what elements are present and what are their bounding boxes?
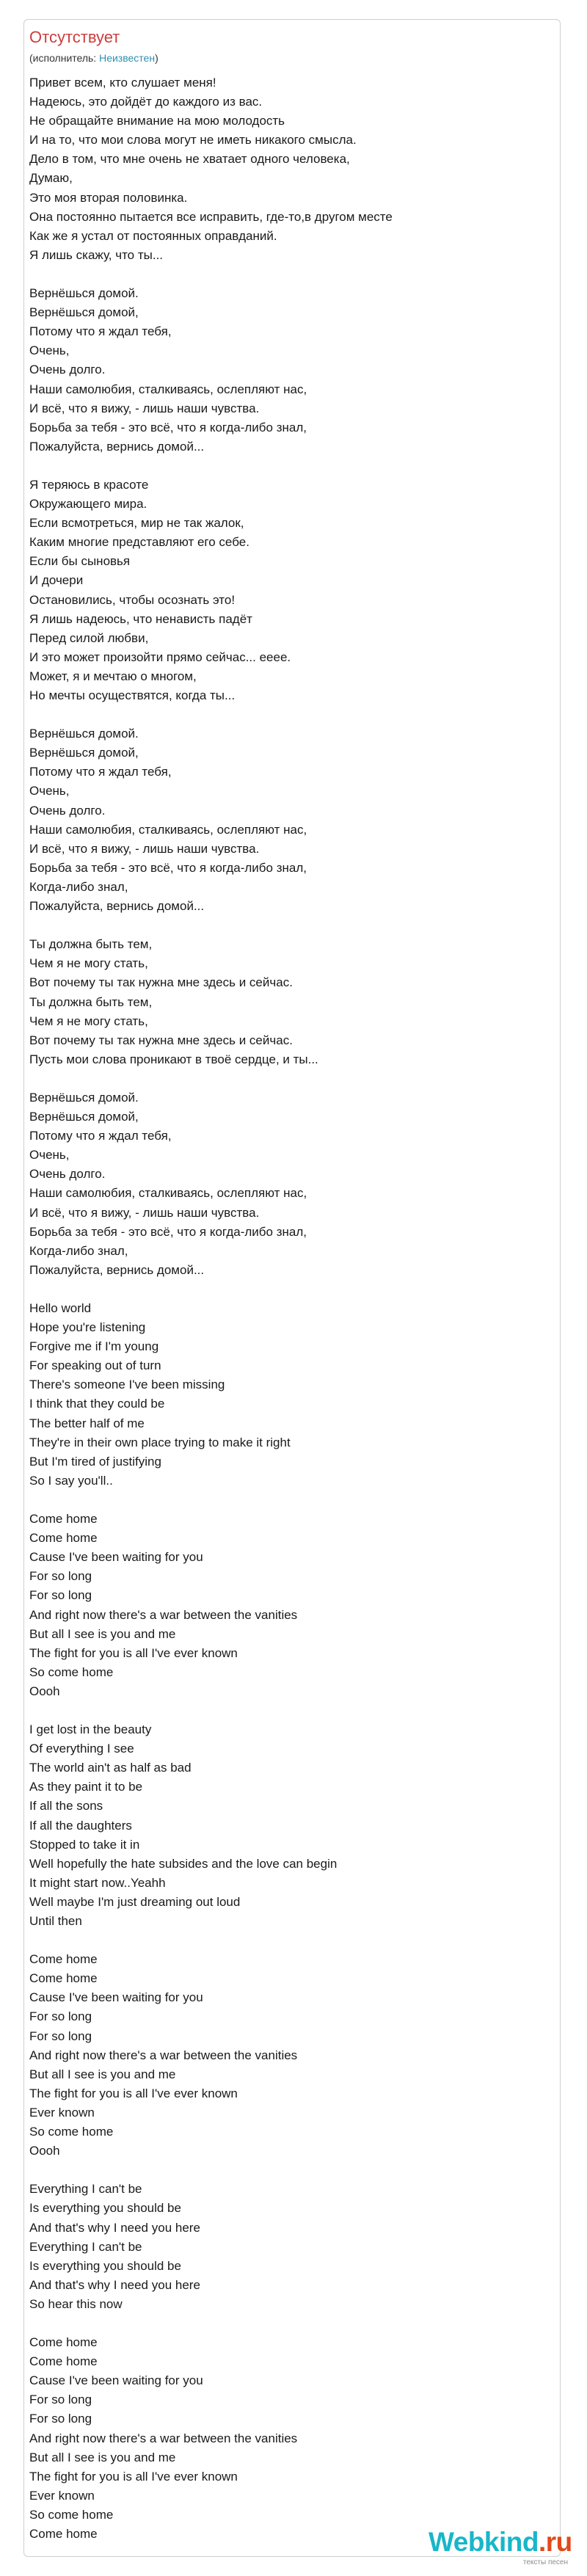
lyrics-line: Hello world bbox=[29, 1301, 92, 1315]
lyrics-line: For so long bbox=[29, 1569, 92, 1584]
lyrics-line: But all I see is you and me bbox=[29, 2067, 176, 2081]
lyrics-line: И на то, что мои слова могут не иметь никакого смысла. bbox=[29, 133, 357, 148]
lyrics-line: Очень, bbox=[29, 1148, 70, 1163]
lyrics-line: Но мечты осуществятся, когда ты... bbox=[29, 688, 236, 702]
lyrics-line: Of everything I see bbox=[29, 1742, 134, 1756]
lyrics-line: Well maybe I'm just dreaming out loud bbox=[29, 1894, 241, 1909]
lyrics-line: Ever known bbox=[29, 2105, 95, 2120]
lyrics-line: Come home bbox=[29, 1512, 98, 1527]
lyrics-line: Может, я и мечтаю о многом, bbox=[29, 669, 197, 683]
lyrics-line: The world ain't as half as bad bbox=[29, 1761, 192, 1775]
lyrics-line: They're in their own place trying to make it right bbox=[29, 1435, 291, 1449]
lyrics-line: Come home bbox=[29, 2335, 98, 2350]
lyrics-line: Наши самолюбия, сталкиваясь, ослепляют нас, bbox=[29, 822, 307, 837]
lyrics-line: Вернёшься домой. bbox=[29, 286, 139, 301]
lyrics-line: Пожалуйста, вернись домой... bbox=[29, 1262, 205, 1277]
lyrics-line: So I say you'll.. bbox=[29, 1473, 113, 1488]
lyrics-line: So hear this now bbox=[29, 2296, 123, 2311]
lyrics-line: Очень долго. bbox=[29, 1167, 106, 1182]
lyrics-line bbox=[29, 705, 558, 724]
lyrics-line: And that's why I need you here bbox=[29, 2220, 200, 2235]
lyrics-line: Cause I've been waiting for you bbox=[29, 2373, 203, 2388]
logo-tld: .ru bbox=[539, 2527, 572, 2557]
lyrics-line: And that's why I need you here bbox=[29, 2277, 200, 2292]
lyrics-line bbox=[29, 1931, 558, 1950]
lyrics-line: Окружающего мира. bbox=[29, 497, 147, 512]
lyrics-line: Если бы сыновья bbox=[29, 554, 131, 569]
lyrics-line: Oooh bbox=[29, 1684, 60, 1698]
lyrics-line: Потому что я ждал тебя, bbox=[29, 765, 172, 779]
lyrics-line: Cause I've been waiting for you bbox=[29, 1990, 203, 2005]
lyrics-line: Дело в том, что мне очень не хватает одного человека, bbox=[29, 152, 350, 167]
lyrics-line: Когда-либо знал, bbox=[29, 879, 128, 894]
lyrics-line: Это моя вторая половинка. bbox=[29, 190, 188, 205]
performer-link[interactable]: Неизвестен bbox=[99, 52, 156, 64]
lyrics-line: I get lost in the beauty bbox=[29, 1722, 152, 1737]
lyrics-line: Forgive me if I'm young bbox=[29, 1339, 159, 1354]
lyrics-line: Вернёшься домой, bbox=[29, 305, 139, 320]
lyrics-line: И это может произойти прямо сейчас... ееее. bbox=[29, 650, 291, 664]
logo-name: Webkind bbox=[429, 2527, 539, 2557]
lyrics-line: But all I see is you and me bbox=[29, 2450, 176, 2464]
lyrics-line: Чем я не могу стать, bbox=[29, 1014, 148, 1028]
lyrics-line: Борьба за тебя - это всё, что я когда-либо знал, bbox=[29, 420, 307, 434]
lyrics-line: Oooh bbox=[29, 2144, 60, 2158]
lyrics-line bbox=[29, 2161, 558, 2180]
lyrics-line: And right now there's a war between the vanities bbox=[29, 2048, 298, 2062]
lyrics-line bbox=[29, 916, 558, 935]
lyrics-line: Думаю, bbox=[29, 171, 73, 186]
lyrics-line: Пусть мои слова проникают в твоё сердце, и ты... bbox=[29, 1052, 318, 1066]
lyrics-line: Пожалуйста, вернись домой... bbox=[29, 439, 205, 454]
lyrics-line: But I'm tired of justifying bbox=[29, 1454, 161, 1469]
lyrics-line: Когда-либо знал, bbox=[29, 1243, 128, 1258]
lyrics-line: And right now there's a war between the vanities bbox=[29, 1607, 298, 1622]
lyrics-line: For so long bbox=[29, 2009, 92, 2024]
lyrics-line bbox=[29, 1069, 558, 1088]
lyrics-line: Вот почему ты так нужна мне здесь и сейчас. bbox=[29, 975, 293, 990]
lyrics-line: The fight for you is all I've ever known bbox=[29, 2086, 238, 2100]
lyrics-line: Если всмотреться, мир не так жалок, bbox=[29, 516, 244, 531]
lyrics-line bbox=[29, 456, 558, 476]
lyrics-line: Ever known bbox=[29, 2488, 95, 2503]
lyrics-line: Is everything you should be bbox=[29, 2201, 181, 2216]
lyrics-line: Каким многие представляют его себе. bbox=[29, 535, 249, 550]
lyrics-line bbox=[29, 2314, 558, 2333]
lyrics-line: Ты должна быть тем, bbox=[29, 994, 153, 1009]
lyrics-line: For so long bbox=[29, 1588, 92, 1603]
lyrics-line: И всё, что я вижу, - лишь наши чувства. bbox=[29, 401, 260, 415]
lyrics-line: Очень долго. bbox=[29, 363, 106, 377]
lyrics-line: As they paint it to be bbox=[29, 1780, 143, 1794]
lyrics-line: Пожалуйста, вернись домой... bbox=[29, 899, 205, 914]
lyrics-line: Come home bbox=[29, 1971, 98, 1986]
lyrics-line: But all I see is you and me bbox=[29, 1626, 176, 1641]
lyrics-line: Потому что я ждал тебя, bbox=[29, 324, 172, 339]
lyrics-line: Очень, bbox=[29, 343, 70, 358]
lyrics-line: Я теряюсь в красоте bbox=[29, 477, 149, 492]
lyrics-line bbox=[29, 1280, 558, 1299]
lyrics-line: If all the daughters bbox=[29, 1818, 132, 1833]
lyrics-line: If all the sons bbox=[29, 1799, 103, 1813]
lyrics-line: Hope you're listening bbox=[29, 1320, 146, 1335]
song-title: Отсутствует bbox=[29, 28, 120, 46]
lyrics-line: Вернёшься домой, bbox=[29, 1110, 139, 1124]
lyrics-line: Come home bbox=[29, 2527, 98, 2541]
lyrics-line: Everything I can't be bbox=[29, 2239, 142, 2254]
lyrics-line: Потому что я ждал тебя, bbox=[29, 1129, 172, 1143]
lyrics-line: И всё, что я вижу, - лишь наши чувства. bbox=[29, 1205, 260, 1220]
lyrics-line: Наши самолюбия, сталкиваясь, ослепляют нас, bbox=[29, 382, 307, 396]
lyrics-line: For so long bbox=[29, 2412, 92, 2426]
lyrics-line: Она постоянно пытается все исправить, где-то,в другом месте bbox=[29, 209, 393, 224]
logo-tagline: тексты песен bbox=[522, 2558, 568, 2566]
lyrics-line: And right now there's a war between the vanities bbox=[29, 2431, 298, 2445]
performer-line bbox=[29, 51, 158, 65]
lyrics-line: Вернёшься домой. bbox=[29, 1090, 139, 1105]
lyrics-line: Вот почему ты так нужна мне здесь и сейчас. bbox=[29, 1033, 293, 1047]
lyrics-line: Until then bbox=[29, 1914, 82, 1928]
lyrics-line: Come home bbox=[29, 1531, 98, 1546]
lyrics-line: Как же я устал от постоянных оправданий. bbox=[29, 228, 277, 243]
lyrics-line: It might start now..Yeahh bbox=[29, 1875, 166, 1890]
lyrics-line bbox=[29, 1491, 558, 1510]
lyrics-line: Cause I've been waiting for you bbox=[29, 1550, 203, 1565]
lyrics-line: Stopped to take it in bbox=[29, 1837, 140, 1852]
lyrics-line: Перед силой любви, bbox=[29, 630, 149, 645]
lyrics-line: Не обращайте внимание на мою молодость bbox=[29, 114, 285, 128]
lyrics-line: И всё, что я вижу, - лишь наши чувства. bbox=[29, 841, 260, 856]
lyrics-line: Наши самолюбия, сталкиваясь, ослепляют нас, bbox=[29, 1186, 307, 1201]
lyrics-text bbox=[29, 73, 558, 2544]
lyrics-line bbox=[29, 1701, 558, 1720]
lyrics-line: Привет всем, кто слушает меня! bbox=[29, 76, 216, 90]
lyrics-line: Я лишь скажу, что ты... bbox=[29, 247, 164, 262]
webkind-logo[interactable] bbox=[429, 2526, 572, 2572]
lyrics-line: Вернёшься домой, bbox=[29, 746, 139, 760]
lyrics-line bbox=[29, 265, 558, 284]
lyrics-line: Well hopefully the hate subsides and the love can begin bbox=[29, 1856, 338, 1871]
lyrics-line: Борьба за тебя - это всё, что я когда-либо знал, bbox=[29, 1224, 307, 1239]
lyrics-line: So come home bbox=[29, 1664, 114, 1679]
lyrics-line: Надеюсь, это дойдёт до каждого из вас. bbox=[29, 95, 263, 109]
lyrics-line: There's someone I've been missing bbox=[29, 1378, 225, 1392]
lyrics-line: Come home bbox=[29, 1952, 98, 1967]
logo-wordmark bbox=[429, 2526, 572, 2558]
lyrics-line: Come home bbox=[29, 2354, 98, 2369]
lyrics-line: Очень долго. bbox=[29, 803, 106, 818]
lyrics-line: The fight for you is all I've ever known bbox=[29, 1645, 238, 1660]
lyrics-line: For so long bbox=[29, 2029, 92, 2043]
lyrics-line: The better half of me bbox=[29, 1416, 145, 1430]
lyrics-line: Is everything you should be bbox=[29, 2258, 181, 2273]
performer-prefix: (исполнитель: bbox=[29, 52, 100, 64]
lyrics-line: So come home bbox=[29, 2125, 114, 2139]
lyrics-line: So come home bbox=[29, 2507, 114, 2522]
lyrics-line: Я лишь надеюсь, что ненависть падёт bbox=[29, 611, 252, 626]
lyrics-line: Чем я не могу стать, bbox=[29, 956, 148, 971]
lyrics-line: Вернёшься домой. bbox=[29, 727, 139, 741]
lyrics-line: For speaking out of turn bbox=[29, 1358, 161, 1373]
lyrics-line: The fight for you is all I've ever known bbox=[29, 2469, 238, 2484]
lyrics-line: Ты должна быть тем, bbox=[29, 937, 153, 952]
lyrics-line: И дочери bbox=[29, 573, 84, 588]
lyrics-line: I think that they could be bbox=[29, 1397, 165, 1411]
lyrics-line: Остановились, чтобы осознать это! bbox=[29, 592, 236, 607]
performer-suffix: ) bbox=[155, 52, 158, 64]
lyrics-line: For so long bbox=[29, 2393, 92, 2407]
lyrics-line: Борьба за тебя - это всё, что я когда-либо знал, bbox=[29, 860, 307, 875]
lyrics-line: Everything I can't be bbox=[29, 2182, 142, 2197]
lyrics-line: Очень, bbox=[29, 784, 70, 798]
